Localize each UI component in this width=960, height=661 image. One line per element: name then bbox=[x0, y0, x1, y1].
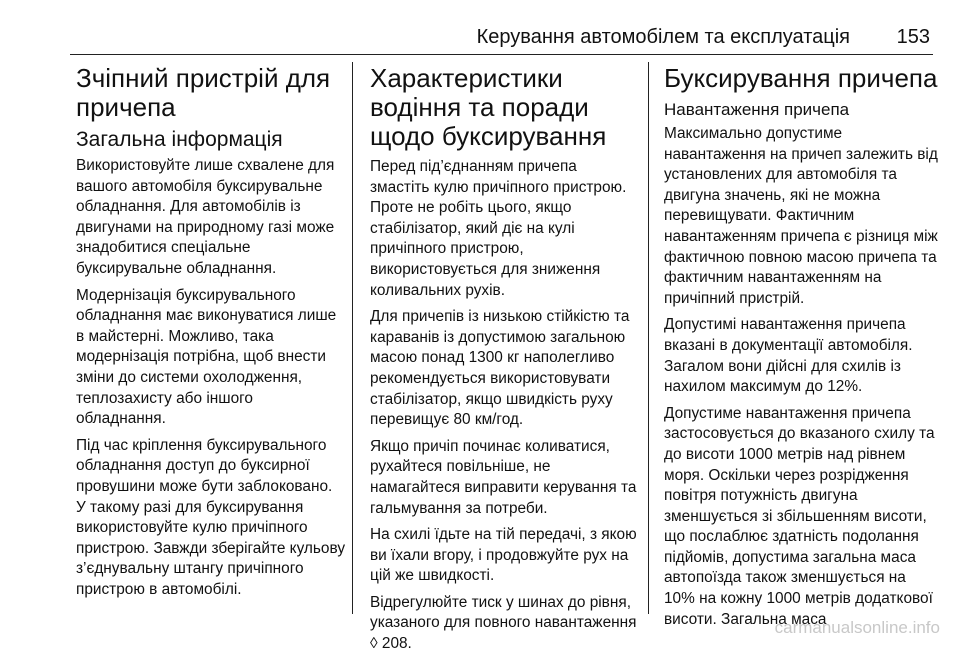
paragraph: Модернізація буксирувального обладнання має виконуватися лише в майстерні. Можливо, така модернізація потрібна, щоб внести зміни до системи охолодження, теплозахисту або іншого обладнання. bbox=[76, 286, 337, 428]
running-title: Керування автомобілем та експлуатація bbox=[476, 26, 850, 48]
paragraph: Якщо причіп починає коливатися, рухайтеся повільніше, не намагайтеся виправити керування та гальмування за потреби. bbox=[370, 437, 637, 517]
section-heading: Буксирування причепа bbox=[664, 63, 938, 93]
paragraph: Допустиме навантаження причепа застосовується до вказаного схилу та до висоти 1000 метрів над рівнем моря. Оскільки через розрідження повітря потужність двигуна зменшується зі збільшенням висоти, що послаблює здатність подолання підйомів, допустима загальна маса автопоїзда також зменшується на 10% на кожну 1000 метрів додаткової висоти. Загальна маса bbox=[664, 404, 935, 628]
subsection-heading: Навантаження причепа bbox=[664, 100, 850, 119]
paragraph: Допустимі навантаження причепа вказані в документації автомобіля. Загалом вони дійсні для схилів із нахилом максимум до 12%. bbox=[664, 316, 913, 396]
column-3 bbox=[664, 58, 940, 636]
section-heading: Характеристики водіння та поради щодо буксирування bbox=[370, 63, 607, 151]
paragraph: На схилі їдьте на тій передачі, з якою ви їхали вгору, і продовжуйте рух на цій же швидкості. bbox=[370, 526, 637, 585]
paragraph: Для причепів із низькою стійкістю та караванів із допустимою загальною масою понад 1300 кг наполегливо рекомендується використовувати стабілізатор, якщо швидкість руху перевищує 80 км/год. bbox=[370, 308, 630, 429]
column-divider bbox=[352, 62, 353, 614]
paragraph: Використовуйте лише схвалене для вашого автомобіля буксирувальне обладнання. Для автомобілів із двигунами на природному газі може знадобитися спеціальне буксирувальне обладнання. bbox=[76, 157, 335, 277]
column-2 bbox=[370, 58, 640, 661]
column-1 bbox=[76, 58, 346, 606]
paragraph: Максимально допустиме навантаження на причеп залежить від установлених для автомобіля та двигуна значень, які не можна перевищувати. Фактичним навантаженням причепа є різниця між фактичною повною масою причепа та фактичним навантаженням на причіпний пристрій. bbox=[664, 125, 938, 307]
page-number: 153 bbox=[896, 26, 930, 48]
watermark: carmanualsonline.info bbox=[774, 618, 940, 637]
paragraph: Відрегулюйте тиск у шинах до рівня, указаного для повного навантаження ◊ 208. bbox=[370, 593, 637, 653]
header-rule bbox=[70, 54, 933, 55]
subsection-heading: Загальна інформація bbox=[76, 128, 283, 151]
page-header bbox=[0, 18, 960, 50]
column-divider bbox=[648, 62, 649, 614]
section-heading: Зчіпний пристрій для причепа bbox=[76, 63, 331, 122]
paragraph: Під час кріплення буксирувального обладнання доступ до буксирної провушини може бути заблоковано. У такому разі для буксирування використовуйте кулю причіпного пристрою. Завжди зберігайте кульову з’єднувальну штангу причіпного пристрою в автомобілі. bbox=[76, 436, 346, 598]
paragraph: Перед під’єднанням причепа змастіть кулю причіпного пристрою. Проте не робіть цього, якщо стабілізатор, який діє на кулі причіпного пристрою, використовується для зниження коливальних рухів. bbox=[370, 158, 627, 299]
